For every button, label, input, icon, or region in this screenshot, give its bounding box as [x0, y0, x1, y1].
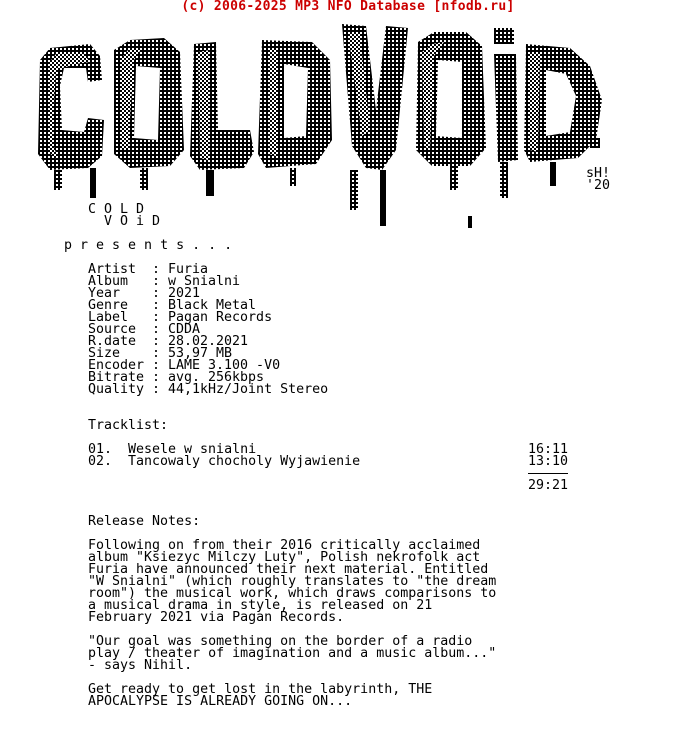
track-number: 01.: [88, 442, 113, 457]
info-sep: :: [152, 382, 161, 397]
info-key: Album: [88, 274, 129, 289]
info-key: R.date: [88, 334, 137, 349]
notes-line: - says Nihil.: [88, 658, 193, 673]
info-key: Genre: [88, 298, 129, 313]
info-value: 28.02.2021: [168, 334, 249, 349]
cold-void-logo: [30, 20, 620, 230]
info-sep: :: [152, 346, 161, 361]
presents-text: p r e s e n t s . . .: [64, 238, 233, 253]
release-notes-heading: Release Notes:: [88, 514, 201, 529]
track-title: Tancowaly chocholy Wyjawienie: [128, 454, 361, 469]
info-sep: :: [152, 274, 161, 289]
info-key: Label: [88, 310, 129, 325]
notes-line: Following on from their 2016 critically acclaimed: [88, 538, 481, 553]
notes-line: room") the musical work, which draws comparisons to: [88, 586, 497, 601]
info-sep: :: [152, 322, 161, 337]
info-key: Bitrate: [88, 370, 145, 385]
info-sep: :: [152, 310, 161, 325]
notes-line: Furia have announced their next material. Entitled: [88, 562, 489, 577]
info-value: Pagan Records: [168, 310, 273, 325]
track-time: 16:11: [528, 442, 569, 457]
info-key: Encoder: [88, 358, 145, 373]
info-key: Source: [88, 322, 137, 337]
notes-line: "Our goal was something on the border of a radio: [88, 634, 473, 649]
info-value: w Snialni: [168, 274, 241, 289]
info-key: Year: [88, 286, 121, 301]
info-sep: :: [152, 286, 161, 301]
info-value: 44,1kHz/Joint Stereo: [168, 382, 329, 397]
track-time: 13:10: [528, 454, 569, 469]
track-title: Wesele w snialni: [128, 442, 257, 457]
notes-line: album "Ksiezyc Milczy Luty", Polish nekrofolk act: [88, 550, 481, 565]
artist-tag-line1: sH!: [586, 166, 611, 181]
tracklist-heading: Tracklist:: [88, 418, 169, 433]
info-value: Furia: [168, 262, 209, 277]
notes-line: February 2021 via Pagan Records.: [88, 610, 345, 625]
info-value: avg. 256kbps: [168, 370, 265, 385]
info-sep: :: [152, 298, 161, 313]
info-key: Quality: [88, 382, 145, 397]
info-value: Black Metal: [168, 298, 257, 313]
total-time: 29:21: [528, 478, 569, 493]
notes-line: play / theater of imagination and a music album...": [88, 646, 497, 661]
total-divider: [528, 473, 568, 474]
info-value: 53,97 MB: [168, 346, 233, 361]
notes-line: "W Snialni" (which roughly translates to "the dream: [88, 574, 497, 589]
notes-line: Get ready to get lost in the labyrinth, THE: [88, 682, 433, 697]
artist-tag-line2: '20: [586, 178, 611, 193]
info-key: Artist: [88, 262, 137, 277]
info-sep: :: [152, 262, 161, 277]
info-sep: :: [152, 370, 161, 385]
info-sep: :: [152, 334, 161, 349]
group-name-line1: C O L D: [88, 202, 145, 217]
info-value: LAME 3.100 -V0: [168, 358, 281, 373]
notes-line: a musical drama in style, is released on 21: [88, 598, 433, 613]
track-number: 02.: [88, 454, 113, 469]
nfodb-credit: (c) 2006-2025 MP3 NFO Database [nfodb.ru]: [181, 0, 515, 14]
info-value: CDDA: [168, 322, 201, 337]
info-value: 2021: [168, 286, 201, 301]
info-sep: :: [152, 358, 161, 373]
group-name-line2: V O i D: [104, 214, 161, 229]
notes-line: APOCALYPSE IS ALREADY GOING ON...: [88, 694, 353, 709]
info-key: Size: [88, 346, 121, 361]
